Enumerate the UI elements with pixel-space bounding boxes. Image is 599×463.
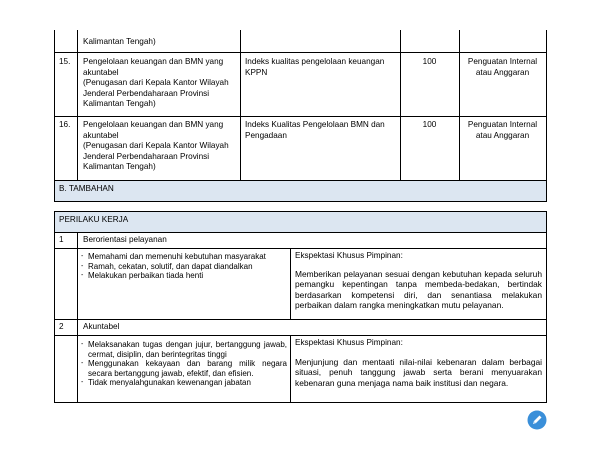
- perilaku-2-name: Akuntabel: [83, 322, 120, 331]
- pen-icon[interactable]: [527, 410, 547, 430]
- row-16-target: 100: [422, 120, 437, 129]
- perilaku-1-name: Berorientasi pelayanan: [83, 235, 167, 244]
- row-15-indicator: Indeks kualitas pengelolaan keuangan KPPN: [245, 57, 385, 77]
- row-15-perspective: Penguatan Internal atau Anggaran: [467, 57, 538, 77]
- row-15-activity: Pengelolaan keuangan dan BMN yang akuntabel (Penugasan dari Kepala Kantor Wilayah Jenderal Perbendaharaan Provinsi Kalimantan Tengah): [83, 57, 229, 109]
- perilaku-1-expect-text: Memberikan pelayanan sesuai dengan kebutuhan kepada seluruh pemangku kepentingan tanpa membeda-bedakan, bertindak berdasarkan kompetensi diri, dan senantiasa melakukan perbaikan dalam rangka meningkatkan mutu pelayanan.: [295, 269, 542, 311]
- perilaku-2-expect-text: Menjunjung dan mentaati nilai-nilai kebenaran dalam berbagai situasi, penuh tanggung jawab serta berani menyuarakan kebenaran guna menjaga nama baik institusi dan negara.: [295, 357, 542, 388]
- perilaku-header-band: [55, 212, 546, 232]
- list-item: - Melaksanakan tugas dengan jujur, bertanggung jawab, cermat, disiplin, dan berintegritas tinggi: [81, 340, 287, 359]
- row-15-number: 15.: [59, 57, 71, 66]
- list-item: - Memahami dan memenuhi kebutuhan masyarakat: [81, 252, 287, 262]
- list-item: - Ramah, cekatan, solutif, dan dapat diandalkan: [81, 262, 287, 272]
- list-item: - Tidak menyalahgunakan kewenangan jabatan: [81, 378, 287, 388]
- perilaku-2-bullets: [81, 340, 287, 388]
- perilaku-1-number: 1: [59, 235, 64, 244]
- perilaku-1-expect-label: Ekspektasi Khusus Pimpinan:: [295, 251, 403, 260]
- section-b-title: B. TAMBAHAN: [59, 184, 114, 193]
- list-item: - Menggunakan kekayaan dan barang milik negara secara bertanggung jawab, efektif, dan efisien.: [81, 359, 287, 378]
- perilaku-2-number: 2: [59, 322, 64, 331]
- top-table: [0, 0, 599, 205]
- list-item: - Melakukan perbaikan tiada henti: [81, 271, 287, 281]
- row-16-perspective: Penguatan Internal atau Anggaran: [467, 120, 538, 140]
- row-16-number: 16.: [59, 120, 71, 129]
- perilaku-kerja-table: [0, 205, 599, 463]
- perilaku-2-expect-label: Ekspektasi Khusus Pimpinan:: [295, 338, 403, 347]
- row-16-activity: Pengelolaan keuangan dan BMN yang akuntabel (Penugasan dari Kepala Kantor Wilayah Jenderal Perbendaharaan Provinsi Kalimantan Tengah): [83, 120, 229, 172]
- row-16-indicator: Indeks Kualitas Pengelolaan BMN dan Pengadaan: [245, 120, 385, 140]
- perilaku-1-bullets: [81, 252, 287, 281]
- section-b-band: [55, 181, 546, 201]
- row-15-target: 100: [422, 57, 437, 66]
- perilaku-title: PERILAKU KERJA: [59, 215, 129, 224]
- row-continuation-text: Kalimantan Tengah): [83, 37, 156, 46]
